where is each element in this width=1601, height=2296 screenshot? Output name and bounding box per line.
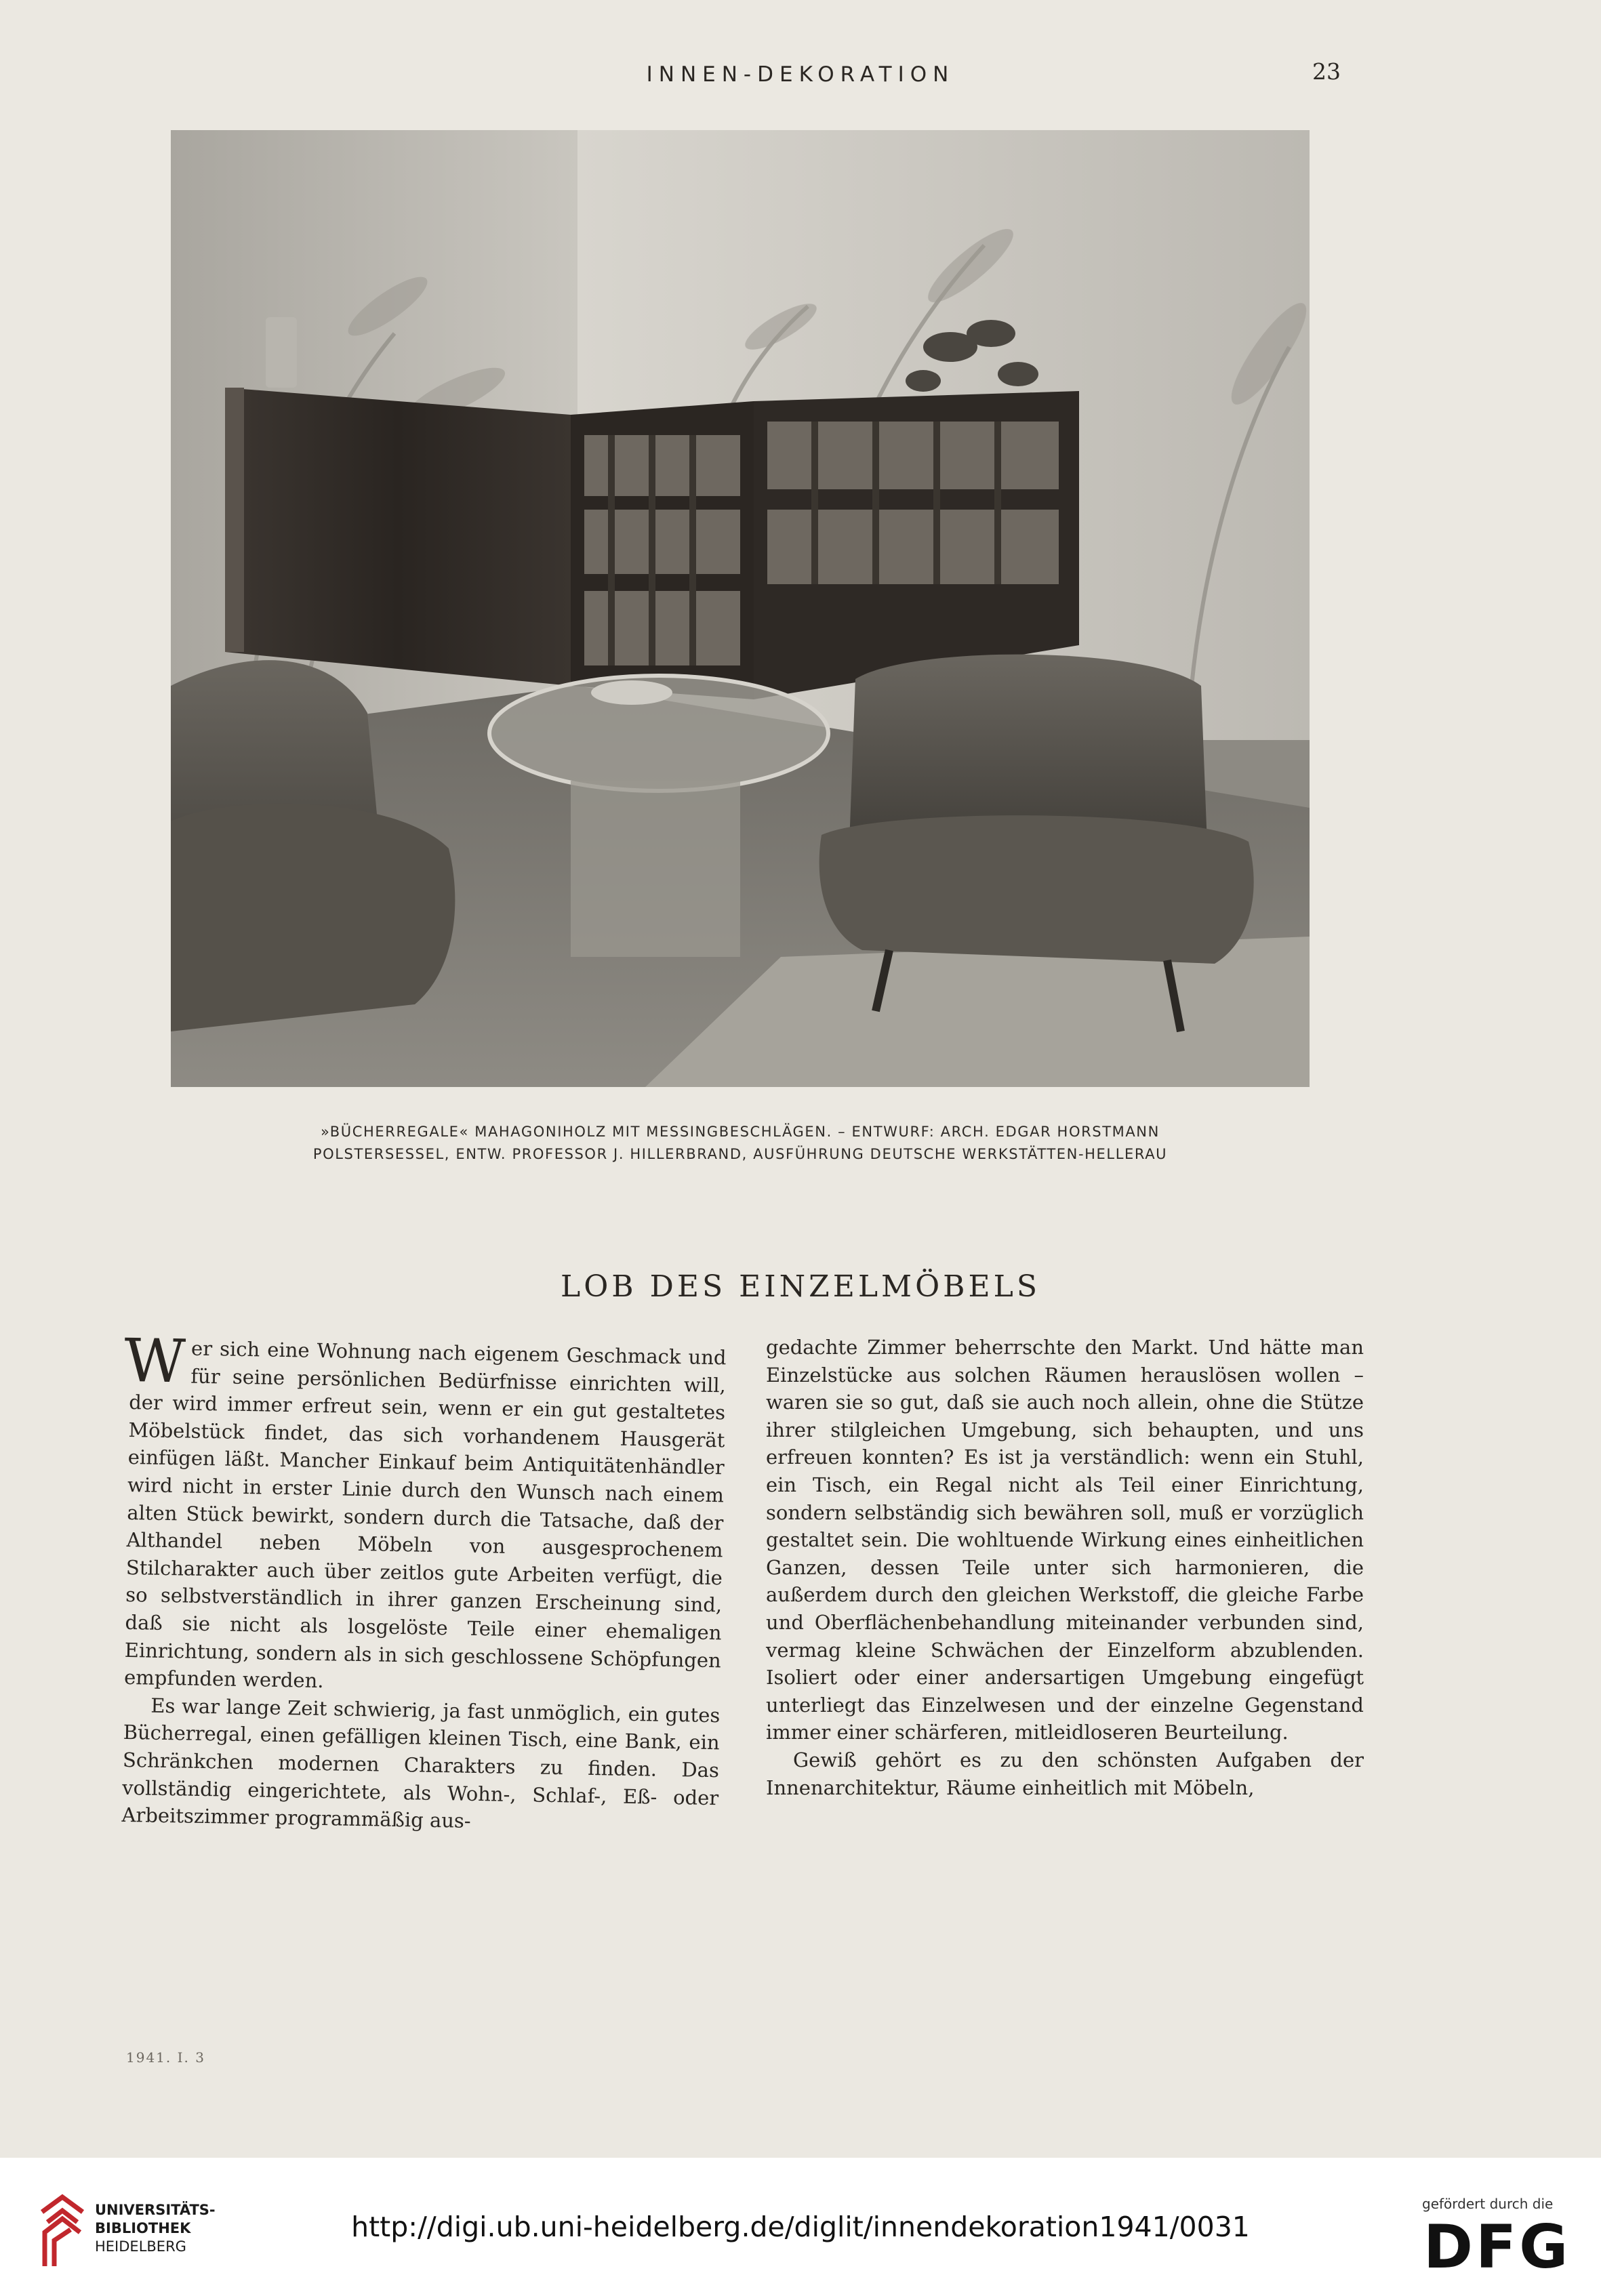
text-column-right [766, 1334, 1364, 1801]
paragraph: Es war lange Zeit schwierig, ja fast unmöglich, ein gutes Bücherregal, einen gefälligen kleinen Tisch, eine Bank, ein Schränkchen modernen Charakters zu finden. Das vollständig eingerichtete, als Wohn-, Schlaf-, Eß- oder Arbeitszimmer programmäßig aus- [121, 1694, 721, 1832]
article-title: LOB DES EINZELMÖBELS [561, 1269, 1040, 1304]
paragraph-text: er sich eine Wohnung nach eigenem Geschmack und für seine persönlichen Bedürfnisse einrichten will, der wird immer erfreut sein, wenn er ein gut gestaltetes Möbelstück findet, das sich vorhandenem Hausgerät einfügen läßt. Mancher Einkauf beim Antiquitätenhändler wird nicht in erster Linie durch den Wunsch nach einem alten Stück bewirkt, sondern durch die Tatsache, daß der Althandel neben Möbeln von ausgesprochenem Stilcharakter auch über zeitlos gute Arbeiten verfügt, die so selbstverständlich in ihrer ganzen Erscheinung sind, daß sie nicht als losgelöste Teile einer ehemaligen Einrichtung, sondern als in sich geschlossene Schöpfungen empfunden werden. [123, 1336, 727, 1693]
caption-line-1: »BÜCHERREGALE« MAHAGONIHOLZ MIT MESSINGBESCHLÄGEN. – ENTWURF: ARCH. EDGAR HORSTMANN [321, 1124, 1160, 1140]
caption-line-2: POLSTERSESSEL, ENTW. PROFESSOR J. HILLERBRAND, AUSFÜHRUNG DEUTSCHE WERKSTÄTTEN-HELLERAU [312, 1146, 1168, 1162]
sponsor-note: gefördert durch die [1422, 2196, 1554, 2212]
text-column-left [121, 1325, 727, 1839]
library-name-line-1: UNIVERSITÄTS- [95, 2202, 216, 2218]
dfg-logo: DFG [1423, 2212, 1571, 2282]
running-head: INNEN-DEKORATION [646, 62, 955, 87]
paragraph: gedachte Zimmer beherrschte den Markt. Und hätte man Einzelstücke aus solchen Räumen herauslösen wollen – waren sie so gut, daß sie auch noch allein, ohne die Stütze ihrer stilgleichen Umgebung, sich behaupten, und uns erfreuen konnten? Es ist ja verständlich: wenn ein Stuhl, ein Tisch, ein Regal nicht als Teil einer Einrichtung, sondern selbständig sich bewähren soll, muß er vorzüglich gestaltet sein. Die wohltuende Wirkung eines einheitlichen Ganzen, dessen Teile unter sich harmonieren, die außerdem durch den gleichen Werkstoff, die gleiche Farbe und Oberflächenbehandlung miteinander verbunden sind, vermag kleine Schwächen der Einzelform abzublenden. Isoliert oder einer andersartigen Umgebung eingefügt unterliegt das Einzelwesen und der einzelne Gegenstand immer einer schärferen, mitleidloseren Beurteilung. [766, 1336, 1364, 1744]
permalink-url[interactable]: http://digi.ub.uni-heidelberg.de/diglit/innendekoration1941/0031 [351, 2211, 1250, 2243]
library-name-line-2: BIBLIOTHEK [95, 2220, 191, 2236]
library-name-line-3: HEIDELBERG [95, 2238, 186, 2255]
printer-signature: 1941. I. 3 [126, 2049, 205, 2066]
paragraph [123, 1325, 727, 1702]
drop-cap: W [123, 1325, 186, 1397]
paragraph: Gewiß gehört es zu den schönsten Aufgaben der Innenarchitektur, Räume einheitlich mit Möbeln, [766, 1748, 1364, 1799]
page-number: 23 [1312, 58, 1341, 85]
photo-caption [171, 1121, 1310, 1166]
photo-illustration [171, 130, 1310, 1087]
furniture-photograph [171, 130, 1310, 1087]
digitization-footer [0, 2158, 1601, 2296]
